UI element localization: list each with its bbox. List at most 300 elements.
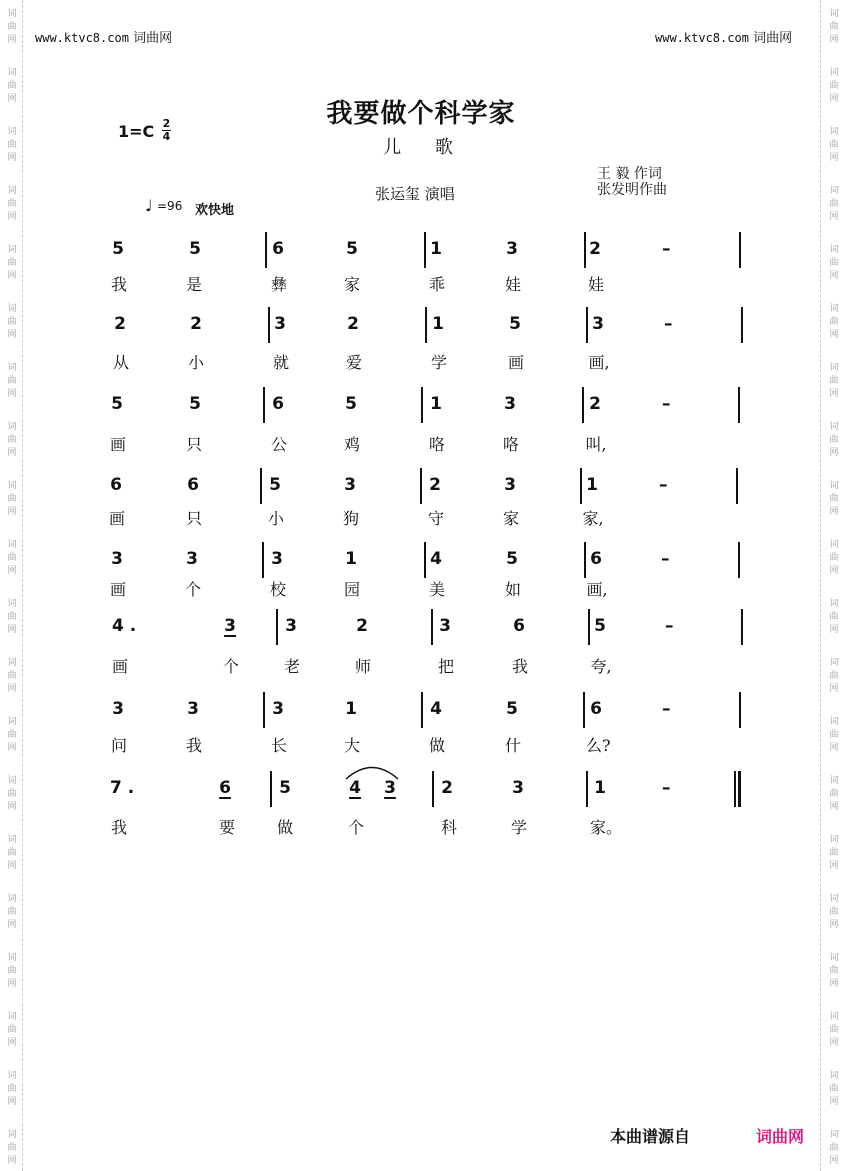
- watermark-glyph: 曲: [829, 376, 839, 386]
- watermark-glyph: 网: [7, 212, 17, 222]
- lyricist-credit: 王 毅 作词: [597, 166, 662, 182]
- jianpu-note: 4: [430, 699, 442, 719]
- bar-line: [586, 771, 588, 807]
- watermark-stack: [3, 362, 21, 401]
- watermark-glyph: 词: [829, 658, 839, 668]
- watermark-glyph: 网: [829, 1156, 839, 1166]
- lyric-char: 画: [109, 580, 126, 599]
- watermark-glyph: 曲: [7, 612, 17, 622]
- jianpu-note: 3: [224, 616, 236, 636]
- bar-line: [420, 468, 422, 504]
- jianpu-note: 3: [186, 549, 198, 569]
- watermark-glyph: 词: [7, 835, 17, 845]
- lyric-char: 美: [428, 580, 445, 599]
- lyric-char: 鸡: [343, 435, 360, 454]
- jianpu-note: 2: [356, 616, 368, 636]
- jianpu-note: 1: [594, 778, 606, 798]
- watermark-glyph: 网: [829, 153, 839, 163]
- bar-line: [421, 387, 423, 423]
- note-hold-dash: –: [662, 394, 671, 414]
- watermark-glyph: 网: [829, 1097, 839, 1107]
- bar-line: [738, 542, 740, 578]
- watermark-stack: [825, 244, 842, 283]
- watermark-glyph: 词: [829, 186, 839, 196]
- jianpu-note: 5: [345, 394, 357, 414]
- watermark-stack: [825, 775, 842, 814]
- watermark-glyph: 词: [829, 481, 839, 491]
- lyric-char: 夸,: [590, 657, 612, 676]
- watermark-glyph: 曲: [829, 1143, 839, 1153]
- watermark-glyph: 网: [7, 35, 17, 45]
- jianpu-note: 6: [110, 475, 122, 495]
- watermark-stack: [3, 1070, 21, 1109]
- watermark-glyph: 词: [7, 658, 17, 668]
- watermark-stack: [3, 834, 21, 873]
- watermark-glyph: 曲: [829, 789, 839, 799]
- jianpu-note: 3: [506, 239, 518, 259]
- lyric-char: 个: [184, 580, 201, 599]
- watermark-glyph: 词: [7, 717, 17, 727]
- watermark-stack: [825, 834, 842, 873]
- jianpu-note: 3: [272, 699, 284, 719]
- watermark-glyph: 网: [829, 802, 839, 812]
- watermark-stack: [3, 539, 21, 578]
- jianpu-note: 1: [430, 239, 442, 259]
- lyric-char: 我: [110, 818, 127, 837]
- watermark-glyph: 网: [829, 448, 839, 458]
- lyric-char: 师: [354, 657, 371, 676]
- watermark-glyph: 词: [7, 599, 17, 609]
- watermark-glyph: 词: [7, 1012, 17, 1022]
- jianpu-note: 5: [189, 394, 201, 414]
- final-bar-thin: [734, 771, 736, 807]
- bar-line: [421, 692, 423, 728]
- watermark-stack: [3, 8, 21, 47]
- watermark-stack: [825, 1129, 842, 1168]
- watermark-glyph: 网: [829, 920, 839, 930]
- watermark-glyph: 网: [7, 684, 17, 694]
- jianpu-note: 6: [590, 699, 602, 719]
- lyric-char: 做: [276, 818, 293, 837]
- watermark-glyph: 网: [7, 1097, 17, 1107]
- bar-line: [583, 692, 585, 728]
- lyric-char: 问: [110, 736, 127, 755]
- header-right-url[interactable]: www.ktvc8.com: [655, 31, 749, 45]
- bar-line: [260, 468, 262, 504]
- bar-line: [584, 232, 586, 268]
- watermark-glyph: 曲: [7, 140, 17, 150]
- watermark-glyph: 词: [829, 717, 839, 727]
- watermark-glyph: 网: [7, 566, 17, 576]
- watermark-glyph: 曲: [829, 435, 839, 445]
- note-hold-dash: –: [662, 239, 671, 259]
- lyric-char: 画,: [588, 353, 610, 372]
- time-signature-top: 2: [162, 117, 171, 130]
- jianpu-note: 3: [512, 778, 524, 798]
- watermark-glyph: 曲: [829, 671, 839, 681]
- bar-line: [741, 307, 743, 343]
- bar-line: [424, 542, 426, 578]
- jianpu-note: 2: [441, 778, 453, 798]
- header-left-url[interactable]: www.ktvc8.com: [35, 31, 129, 45]
- lyric-char: 个: [222, 657, 239, 676]
- watermark-glyph: 曲: [7, 494, 17, 504]
- bar-line: [263, 692, 265, 728]
- watermark-glyph: 词: [7, 186, 17, 196]
- jianpu-note: 3: [285, 616, 297, 636]
- watermark-glyph: 词: [7, 245, 17, 255]
- bar-line: [741, 609, 743, 645]
- watermark-glyph: 网: [829, 1038, 839, 1048]
- jianpu-note: 3: [384, 778, 396, 798]
- watermark-glyph: 曲: [829, 612, 839, 622]
- lyric-char: 家,: [582, 509, 604, 528]
- watermark-glyph: 网: [7, 920, 17, 930]
- watermark-stack: [3, 185, 21, 224]
- jianpu-note: 6: [272, 394, 284, 414]
- watermark-glyph: 网: [7, 94, 17, 104]
- watermark-glyph: 网: [829, 684, 839, 694]
- jianpu-note: 2: [347, 314, 359, 334]
- lyric-char: 只: [185, 509, 202, 528]
- header-left: [35, 27, 172, 46]
- watermark-glyph: 网: [829, 212, 839, 222]
- lyric-char: 家: [502, 509, 519, 528]
- watermark-glyph: 网: [829, 389, 839, 399]
- watermark-glyph: 曲: [7, 1025, 17, 1035]
- tempo-value: =96: [157, 199, 183, 213]
- lyric-char: 咯: [502, 435, 519, 454]
- note-hold-dash: –: [664, 314, 673, 334]
- note-hold-dash: –: [661, 549, 670, 569]
- watermark-stack: [825, 362, 842, 401]
- watermark-glyph: 曲: [829, 907, 839, 917]
- watermark-glyph: 曲: [829, 1084, 839, 1094]
- bar-line: [270, 771, 272, 807]
- watermark-glyph: 网: [7, 743, 17, 753]
- note-hold-dash: –: [662, 778, 671, 798]
- lyric-char: 画: [507, 353, 524, 372]
- lyric-char: 学: [510, 818, 527, 837]
- watermark-glyph: 网: [7, 861, 17, 871]
- watermark-glyph: 网: [7, 979, 17, 989]
- lyric-char: 叫,: [585, 435, 607, 454]
- watermark-glyph: 词: [7, 9, 17, 19]
- lyric-char: 学: [430, 353, 447, 372]
- lyric-char: 什: [504, 736, 521, 755]
- lyric-char: 做: [428, 736, 445, 755]
- jianpu-note: 2: [114, 314, 126, 334]
- watermark-glyph: 词: [829, 9, 839, 19]
- watermark-glyph: 网: [829, 507, 839, 517]
- watermark-glyph: 曲: [829, 553, 839, 563]
- lyric-char: 就: [272, 353, 289, 372]
- bar-line: [262, 542, 264, 578]
- lyric-char: 么?: [586, 736, 611, 755]
- watermark-stack: [825, 893, 842, 932]
- lyric-char: 校: [269, 580, 286, 599]
- watermark-glyph: 曲: [829, 730, 839, 740]
- watermark-glyph: 网: [7, 448, 17, 458]
- watermark-stack: [3, 775, 21, 814]
- watermark-glyph: 网: [829, 743, 839, 753]
- watermark-stack: [825, 1011, 842, 1050]
- bar-line: [268, 307, 270, 343]
- watermark-glyph: 词: [829, 953, 839, 963]
- watermark-stack: [3, 1129, 21, 1168]
- watermark-glyph: 词: [829, 422, 839, 432]
- key-signature: 1=C: [118, 122, 155, 141]
- lyric-char: 画,: [586, 580, 608, 599]
- watermark-glyph: 曲: [7, 848, 17, 858]
- watermark-glyph: 词: [7, 68, 17, 78]
- lyric-char: 彝: [270, 275, 287, 294]
- watermark-glyph: 曲: [7, 1084, 17, 1094]
- watermark-glyph: 词: [7, 776, 17, 786]
- lyric-char: 狗: [342, 509, 359, 528]
- lyric-char: 娃: [587, 275, 604, 294]
- watermark-glyph: 网: [7, 330, 17, 340]
- watermark-stack: [3, 952, 21, 991]
- jianpu-note: 5: [506, 549, 518, 569]
- header-right: [655, 27, 792, 46]
- lyric-char: 家: [343, 275, 360, 294]
- watermark-glyph: 词: [7, 127, 17, 137]
- lyric-char: 我: [110, 275, 127, 294]
- lyric-char: 我: [511, 657, 528, 676]
- bar-line: [263, 387, 265, 423]
- watermark-glyph: 曲: [7, 81, 17, 91]
- lyric-char: 是: [185, 275, 202, 294]
- jianpu-note: 3: [112, 699, 124, 719]
- bar-line: [739, 692, 741, 728]
- watermark-glyph: 网: [829, 271, 839, 281]
- jianpu-note: 4 .: [112, 616, 137, 636]
- watermark-glyph: 网: [7, 1038, 17, 1048]
- watermark-glyph: 词: [829, 1130, 839, 1140]
- watermark-glyph: 词: [829, 835, 839, 845]
- jianpu-note: 5: [189, 239, 201, 259]
- jianpu-note: 2: [429, 475, 441, 495]
- lyric-char: 乖: [428, 275, 445, 294]
- watermark-glyph: 曲: [7, 1143, 17, 1153]
- jianpu-note: 1: [586, 475, 598, 495]
- jianpu-note: 5: [346, 239, 358, 259]
- bar-line: [736, 468, 738, 504]
- watermark-glyph: 曲: [7, 435, 17, 445]
- watermark-glyph: 词: [829, 68, 839, 78]
- watermark-glyph: 曲: [829, 140, 839, 150]
- watermark-glyph: 网: [7, 271, 17, 281]
- jianpu-note: 3: [271, 549, 283, 569]
- jianpu-note: 4: [349, 778, 361, 798]
- watermark-stack: [825, 716, 842, 755]
- watermark-glyph: 词: [829, 363, 839, 373]
- watermark-glyph: 网: [7, 507, 17, 517]
- watermark-stack: [3, 657, 21, 696]
- quarter-note-icon: ♩: [145, 196, 153, 215]
- jianpu-note: 3: [187, 699, 199, 719]
- jianpu-note: 3: [274, 314, 286, 334]
- watermark-glyph: 词: [7, 1071, 17, 1081]
- jianpu-note: 5: [594, 616, 606, 636]
- jianpu-note: 5: [269, 475, 281, 495]
- right-margin-watermark: [820, 0, 842, 1171]
- watermark-glyph: 网: [7, 1156, 17, 1166]
- watermark-glyph: 词: [7, 953, 17, 963]
- jianpu-note: 3: [504, 394, 516, 414]
- bar-line: [265, 232, 267, 268]
- watermark-glyph: 曲: [829, 317, 839, 327]
- watermark-glyph: 词: [7, 540, 17, 550]
- watermark-glyph: 曲: [829, 848, 839, 858]
- jianpu-note: 1: [345, 699, 357, 719]
- lyric-char: 小: [267, 509, 284, 528]
- bar-line: [432, 771, 434, 807]
- header-left-site[interactable]: 词曲网: [133, 31, 173, 46]
- lyric-char: 从: [112, 353, 129, 372]
- lyric-char: 爱: [345, 353, 362, 372]
- jianpu-note: 1: [345, 549, 357, 569]
- lyric-char: 咯: [428, 435, 445, 454]
- source-site-link[interactable]: 词曲网: [756, 1127, 805, 1146]
- watermark-glyph: 词: [829, 776, 839, 786]
- watermark-glyph: 网: [829, 861, 839, 871]
- watermark-stack: [825, 303, 842, 342]
- watermark-glyph: 曲: [829, 81, 839, 91]
- watermark-glyph: 网: [829, 979, 839, 989]
- bar-line: [582, 387, 584, 423]
- watermark-glyph: 网: [829, 330, 839, 340]
- lyric-char: 个: [347, 818, 364, 837]
- watermark-glyph: 曲: [7, 730, 17, 740]
- watermark-glyph: 网: [7, 625, 17, 635]
- note-hold-dash: –: [665, 616, 674, 636]
- final-bar-thick: [738, 771, 741, 807]
- watermark-glyph: 词: [829, 1071, 839, 1081]
- watermark-glyph: 曲: [7, 317, 17, 327]
- lyric-char: 科: [440, 818, 457, 837]
- lyric-char: 守: [427, 509, 444, 528]
- watermark-stack: [3, 1011, 21, 1050]
- lyric-char: 如: [504, 580, 521, 599]
- jianpu-note: 7 .: [110, 778, 135, 798]
- watermark-glyph: 词: [829, 894, 839, 904]
- watermark-glyph: 曲: [7, 22, 17, 32]
- note-hold-dash: –: [659, 475, 668, 495]
- lyric-char: 把: [437, 657, 454, 676]
- performer-credit: 张运玺 演唱: [375, 185, 455, 203]
- composer-credit: 张发明作曲: [597, 182, 667, 198]
- watermark-stack: [3, 303, 21, 342]
- watermark-stack: [825, 598, 842, 637]
- watermark-glyph: 词: [7, 1130, 17, 1140]
- jianpu-note: 5: [112, 239, 124, 259]
- jianpu-note: 5: [111, 394, 123, 414]
- bar-line: [586, 307, 588, 343]
- jianpu-note: 4: [430, 549, 442, 569]
- watermark-glyph: 曲: [7, 789, 17, 799]
- watermark-stack: [3, 598, 21, 637]
- jianpu-note: 3: [344, 475, 356, 495]
- lyric-char: 家。: [590, 818, 623, 837]
- watermark-glyph: 曲: [7, 907, 17, 917]
- watermark-stack: [825, 657, 842, 696]
- header-right-site[interactable]: 词曲网: [753, 31, 793, 46]
- lyric-char: 老: [283, 657, 300, 676]
- time-signature-bottom: 4: [162, 130, 171, 143]
- watermark-glyph: 曲: [7, 199, 17, 209]
- watermark-glyph: 曲: [7, 966, 17, 976]
- jianpu-note: 2: [589, 394, 601, 414]
- watermark-glyph: 曲: [7, 553, 17, 563]
- left-margin-watermark: [0, 0, 23, 1171]
- bar-line: [425, 307, 427, 343]
- watermark-stack: [3, 421, 21, 460]
- note-hold-dash: –: [662, 699, 671, 719]
- jianpu-note: 1: [432, 314, 444, 334]
- lyric-char: 公: [270, 435, 287, 454]
- watermark-glyph: 网: [7, 802, 17, 812]
- watermark-glyph: 曲: [7, 671, 17, 681]
- jianpu-note: 3: [592, 314, 604, 334]
- jianpu-note: 6: [187, 475, 199, 495]
- lyric-char: 长: [270, 736, 287, 755]
- watermark-glyph: 网: [829, 566, 839, 576]
- bar-line: [580, 468, 582, 504]
- jianpu-note: 6: [590, 549, 602, 569]
- bar-line: [739, 232, 741, 268]
- jianpu-note: 5: [279, 778, 291, 798]
- bar-line: [584, 542, 586, 578]
- lyric-char: 园: [343, 580, 360, 599]
- jianpu-note: 3: [111, 549, 123, 569]
- bar-line: [424, 232, 426, 268]
- watermark-glyph: 网: [829, 35, 839, 45]
- lyric-char: 画: [111, 657, 128, 676]
- source-label: 本曲谱源自: [610, 1127, 691, 1146]
- jianpu-note: 6: [219, 778, 231, 798]
- watermark-glyph: 词: [829, 1012, 839, 1022]
- watermark-glyph: 曲: [829, 966, 839, 976]
- slur-mark: [342, 762, 402, 782]
- watermark-glyph: 曲: [829, 1025, 839, 1035]
- watermark-glyph: 网: [7, 389, 17, 399]
- watermark-glyph: 曲: [7, 258, 17, 268]
- jianpu-note: 2: [190, 314, 202, 334]
- watermark-glyph: 词: [7, 422, 17, 432]
- watermark-glyph: 曲: [829, 22, 839, 32]
- watermark-stack: [825, 421, 842, 460]
- lyric-char: 大: [343, 736, 360, 755]
- bar-line: [431, 609, 433, 645]
- lyric-char: 要: [218, 818, 235, 837]
- watermark-stack: [3, 480, 21, 519]
- lyric-char: 画: [109, 435, 126, 454]
- watermark-glyph: 词: [829, 127, 839, 137]
- bar-line: [588, 609, 590, 645]
- watermark-glyph: 网: [829, 625, 839, 635]
- watermark-stack: [3, 244, 21, 283]
- lyric-char: 我: [185, 736, 202, 755]
- watermark-glyph: 网: [829, 94, 839, 104]
- jianpu-note: 2: [589, 239, 601, 259]
- song-title: 我要做个科学家: [326, 99, 516, 129]
- lyric-char: 小: [187, 353, 204, 372]
- watermark-glyph: 曲: [829, 258, 839, 268]
- jianpu-note: 1: [430, 394, 442, 414]
- lyric-char: 娃: [504, 275, 521, 294]
